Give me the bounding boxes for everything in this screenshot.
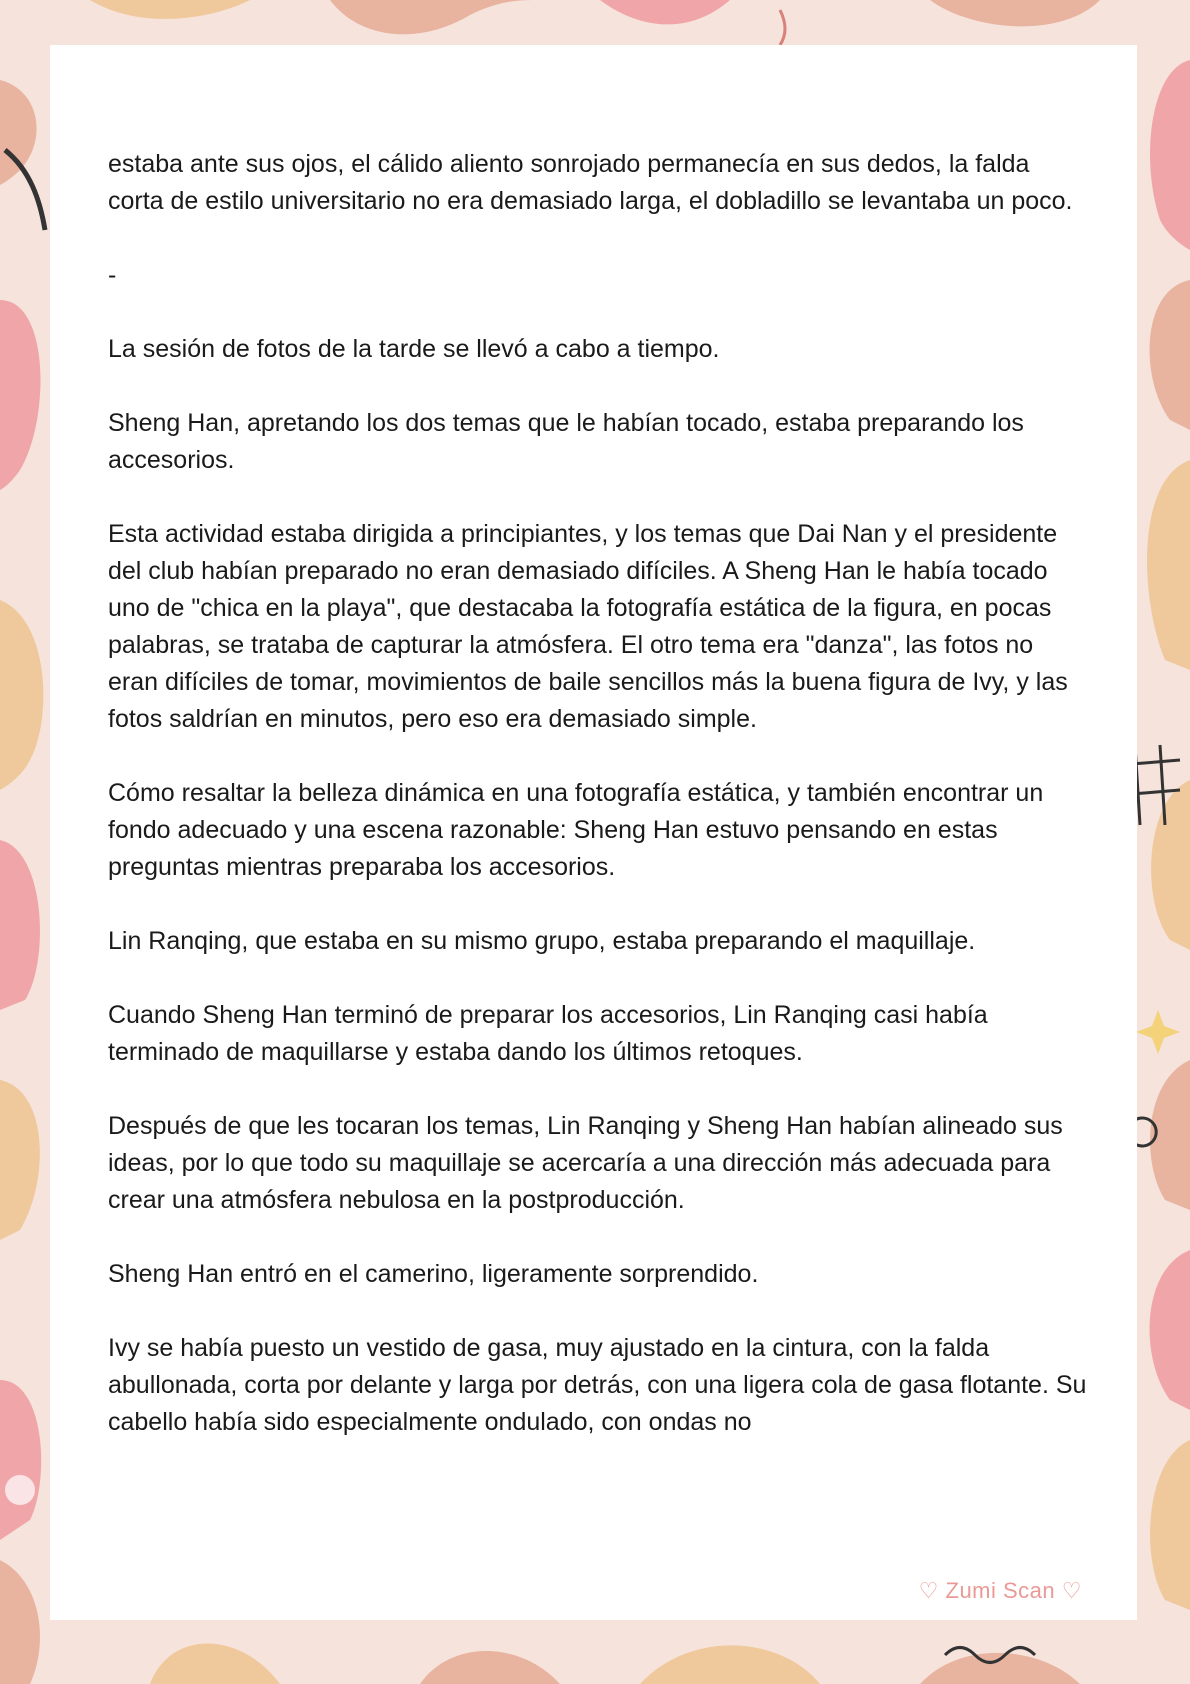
paragraph: Después de que les tocaran los temas, Lin Ranqing y Sheng Han habían alineado sus ideas, por lo que todo su maquillaje se acercaría a una dirección más adecuada para crear una atmósfera nebulosa en la postproducción. [108,1112,1063,1214]
paragraph: Sheng Han, apretando los dos temas que le habían tocado, estaba preparando los accesorios. [108,409,1024,474]
paragraph: Ivy se había puesto un vestido de gasa, muy ajustado en la cintura, con la falda abullonada, corta por delante y larga por detrás, con una ligera cola de gasa flotante. Su cabello había sido especialmente ondulado, con ondas no [108,1334,1087,1436]
paragraph: estaba ante sus ojos, el cálido aliento sonrojado permanecía en sus dedos, la falda corta de estilo universitario no era demasiado larga, el dobladillo se levantaba un poco. [108,150,1073,215]
chapter-text [108,146,1088,1478]
paragraph: Sheng Han entró en el camerino, ligeramente sorprendido. [108,1260,759,1288]
paragraph: Esta actividad estaba dirigida a principiantes, y los temas que Dai Nan y el presidente del club habían preparado no eran demasiado difíciles. A Sheng Han le había tocado uno de "chica en la playa", que destacaba la fotografía estática de la figura, en pocas palabras, se trataba de capturar la atmósfera. El otro tema era "danza", las fotos no eran difíciles de tomar, movimientos de baile sencillos más la buena figura de Ivy, y las fotos saldrían en minutos, pero eso era demasiado simple. [108,520,1068,733]
paragraph: Lin Ranqing, que estaba en su mismo grupo, estaba preparando el maquillaje. [108,927,976,955]
paragraph: Cómo resaltar la belleza dinámica en una fotografía estática, y también encontrar un fondo adecuado y una escena razonable: Sheng Han estuvo pensando en estas preguntas mientras preparaba los accesorios. [108,779,1044,881]
paragraph: La sesión de fotos de la tarde se llevó a cabo a tiempo. [108,335,720,363]
scene-break: - [108,261,117,289]
scan-group-credit: ♡ Zumi Scan ♡ [918,1578,1082,1603]
paragraph: Cuando Sheng Han terminó de preparar los accesorios, Lin Ranqing casi había terminado de maquillarse y estaba dando los últimos retoques. [108,1001,988,1066]
